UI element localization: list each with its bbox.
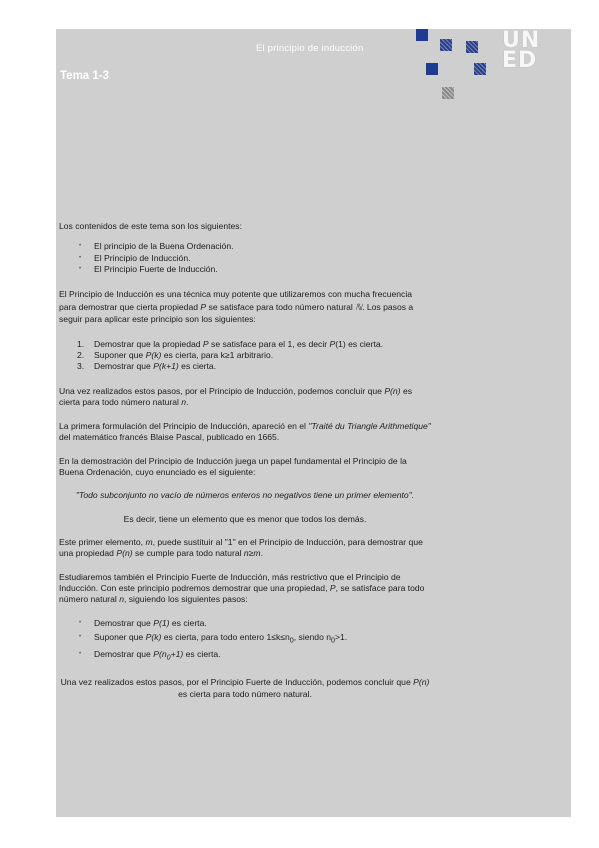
logo-square [466, 41, 478, 53]
paragraph-primer-elemento: Este primer elemento, m, puede sustituir al "1" en el Principio de Inducción, para demostrar que una propiedad P(n) se cumple para todo natural n≥m. [59, 536, 423, 559]
topics-list [59, 241, 431, 275]
page-panel [56, 29, 571, 817]
logo-square [416, 29, 428, 41]
strong-steps-list [59, 617, 431, 665]
logo-square [426, 63, 438, 75]
paragraph-buena-ordenacion: En la demostración del Principio de Inducción juega un papel fundamental el Principio de la Buena Ordenación, cuyo enunciado es el siguiente: [59, 455, 407, 478]
list-item: 2. Suponer que P(k) es cierta, para k≥1 arbitrario. [77, 349, 274, 360]
intro-text: Los contenidos de este tema son los siguientes: [59, 221, 242, 231]
steps-list [59, 339, 431, 373]
paragraph-menor: Es decir, tiene un elemento que es menor que todos los demás. [123, 513, 367, 524]
page-title: Tema 1-3 [60, 70, 110, 82]
list-item: • El principio de la Buena Ordenación. [59, 241, 431, 252]
paragraph-final: Una vez realizados estos pasos, por el Principio Fuerte de Inducción, podemos concluir que P(n) es cierta para todo número natural. [60, 677, 430, 699]
uned-logo [416, 28, 541, 104]
paragraph-principio-fuerte: Estudiaremos también el Principio Fuerte de Inducción, más restrictivo que el Principio de Inducción. Con este principio podremos demostrar que una propiedad, P, se satisface para todo número natural n, siguiendo los siguientes pasos: [59, 571, 425, 605]
list-item: 1. Demostrar que la propiedad P se satisface para el 1, es decir P(1) es cierta. [77, 338, 384, 349]
paragraph-conclusion: Una vez realizados estos pasos, por el Principio de Inducción, podemos concluir que P(n) es cierta para todo número natural n. [59, 385, 413, 407]
logo-square [474, 63, 486, 75]
list-item: • El Principio Fuerte de Inducción. [59, 264, 431, 275]
list-item: • El Principio de Inducción. [59, 253, 431, 264]
paragraph-induction: El Principio de Inducción es una técnica muy potente que utilizaremos con mucha frecuencia para demostrar que cierta propiedad P se satisface para todo número natural ℕ. Los pasos a seguir para aplicar este principio son los siguientes: [59, 289, 414, 325]
paragraph-history: La primera formulación del Principio de Inducción, apareció en el "Traité du Triangle Arithmetique" del matemático francés Blaise Pascal, publicado en 1665. [59, 421, 431, 443]
site-title: El principio de inducción [256, 43, 364, 54]
list-item: • Demostrar que $P(n_0+1)$ es cierta. [59, 648, 431, 665]
list-item: • Suponer que P(k) es cierta, para todo entero $1\le k\le n_0$, siendo $n_0>1$. [59, 631, 431, 648]
logo-text: UN ED [502, 28, 541, 73]
list-item: • Demostrar que P(1) es cierta. [59, 617, 431, 631]
quote: "Todo subconjunto no vacío de números enteros no negativos tiene un primer elemento". [75, 490, 415, 501]
logo-square [440, 39, 452, 51]
list-item: 3. Demostrar que P(k+1) es cierta. [77, 361, 217, 372]
main-content [59, 221, 431, 700]
logo-square [442, 87, 454, 99]
